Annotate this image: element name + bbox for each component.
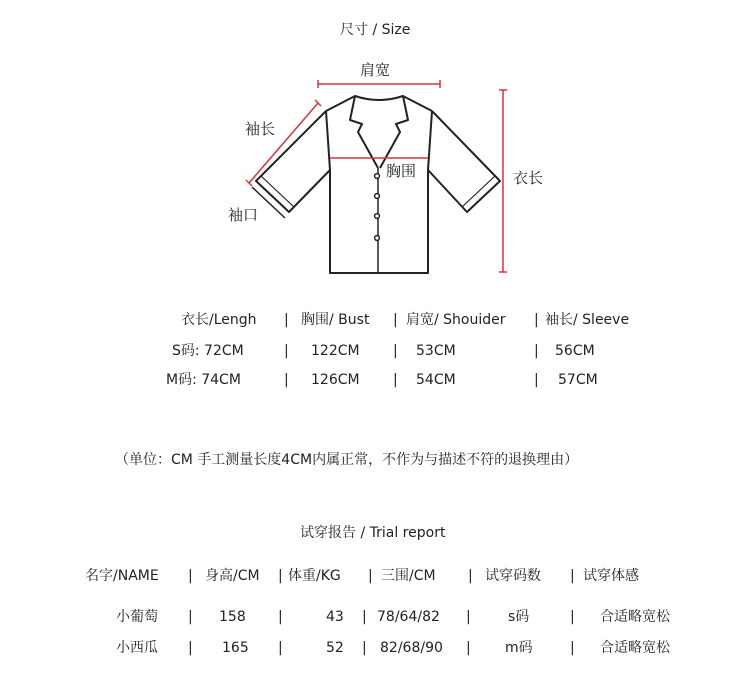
sleeve-measure-line (249, 103, 318, 183)
cell: 54CM (416, 372, 456, 388)
header-sep: | (188, 568, 193, 584)
cell: 52 (326, 640, 344, 656)
cell: 合适略宽松 (600, 609, 670, 625)
cell: | (284, 343, 289, 359)
cell: M码: 74CM (166, 372, 241, 388)
button-4 (375, 236, 380, 241)
right-collar (380, 96, 408, 168)
size-row-m (0, 371, 750, 391)
measurement-note: （单位：CM 手工测量长度4CM内属正常，不作为与描述不符的退换理由） (115, 452, 579, 468)
header-sep: | (368, 568, 373, 584)
header-height: 身高/CM (205, 568, 260, 584)
cell: 56CM (555, 343, 595, 359)
shoulder-label: 肩宽 (360, 61, 391, 79)
cell: | (393, 372, 398, 388)
header-bust: 胸围/ Bust (301, 312, 370, 328)
cell: 53CM (416, 343, 456, 359)
header-measurements: 三围/CM (381, 568, 436, 584)
button-2 (375, 194, 380, 199)
cell: S码: 72CM (172, 343, 244, 359)
cuff-label: 袖口 (228, 206, 259, 224)
cell: | (570, 640, 575, 656)
cell: 158 (219, 609, 246, 625)
length-label: 衣长 (513, 169, 544, 187)
button-1 (375, 174, 380, 179)
cell: | (278, 609, 283, 625)
header-sep: | (393, 312, 398, 328)
cell: | (534, 372, 539, 388)
trial-row-2 (0, 639, 750, 659)
cell: m码 (505, 640, 533, 656)
cell: | (278, 640, 283, 656)
cell: 78/64/82 (377, 609, 440, 625)
left-collar (350, 96, 378, 168)
cell: | (466, 609, 471, 625)
cell: 合适略宽松 (600, 640, 670, 656)
header-sep: | (284, 312, 289, 328)
cell: 43 (326, 609, 344, 625)
cell: | (284, 372, 289, 388)
header-length: 衣长/Lengh (181, 312, 257, 328)
cell: 82/68/90 (380, 640, 443, 656)
cell: | (534, 343, 539, 359)
sleeve-length-label: 袖长 (245, 120, 276, 138)
cell: | (570, 609, 575, 625)
cell: s码 (508, 609, 530, 625)
trial-table-header (0, 567, 750, 587)
button-3 (375, 214, 380, 219)
header-weight: 体重/KG (288, 568, 341, 584)
cell: | (466, 640, 471, 656)
header-sep: | (468, 568, 473, 584)
torso-outline (326, 111, 432, 273)
header-sleeve: 袖长/ Sleeve (545, 312, 630, 328)
header-sep: | (534, 312, 539, 328)
cell: | (188, 609, 193, 625)
garment-diagram (0, 0, 750, 300)
cell: 57CM (558, 372, 598, 388)
right-sleeve-outline (428, 111, 500, 212)
cell: 165 (222, 640, 249, 656)
trial-title: 试穿报告 / Trial report (300, 525, 446, 541)
header-trial-size: 试穿码数 (485, 568, 541, 584)
cell: 122CM (311, 343, 360, 359)
header-shoulder: 肩宽/ Shouider (406, 312, 506, 328)
cell: | (188, 640, 193, 656)
cell: 小葡萄 (116, 609, 158, 625)
header-sep: | (570, 568, 575, 584)
bust-label: 胸围 (386, 162, 417, 180)
trial-row-1 (0, 608, 750, 628)
cell: | (362, 640, 367, 656)
size-title: 尺寸 / Size (340, 22, 411, 38)
header-feel: 试穿体感 (583, 568, 639, 584)
header-name: 名字/NAME (85, 568, 159, 584)
cell: | (393, 343, 398, 359)
cell: | (362, 609, 367, 625)
size-table-header (0, 311, 750, 331)
header-sep: | (278, 568, 283, 584)
cell: 小西瓜 (116, 640, 158, 656)
cell: 126CM (311, 372, 360, 388)
size-row-s (0, 342, 750, 362)
